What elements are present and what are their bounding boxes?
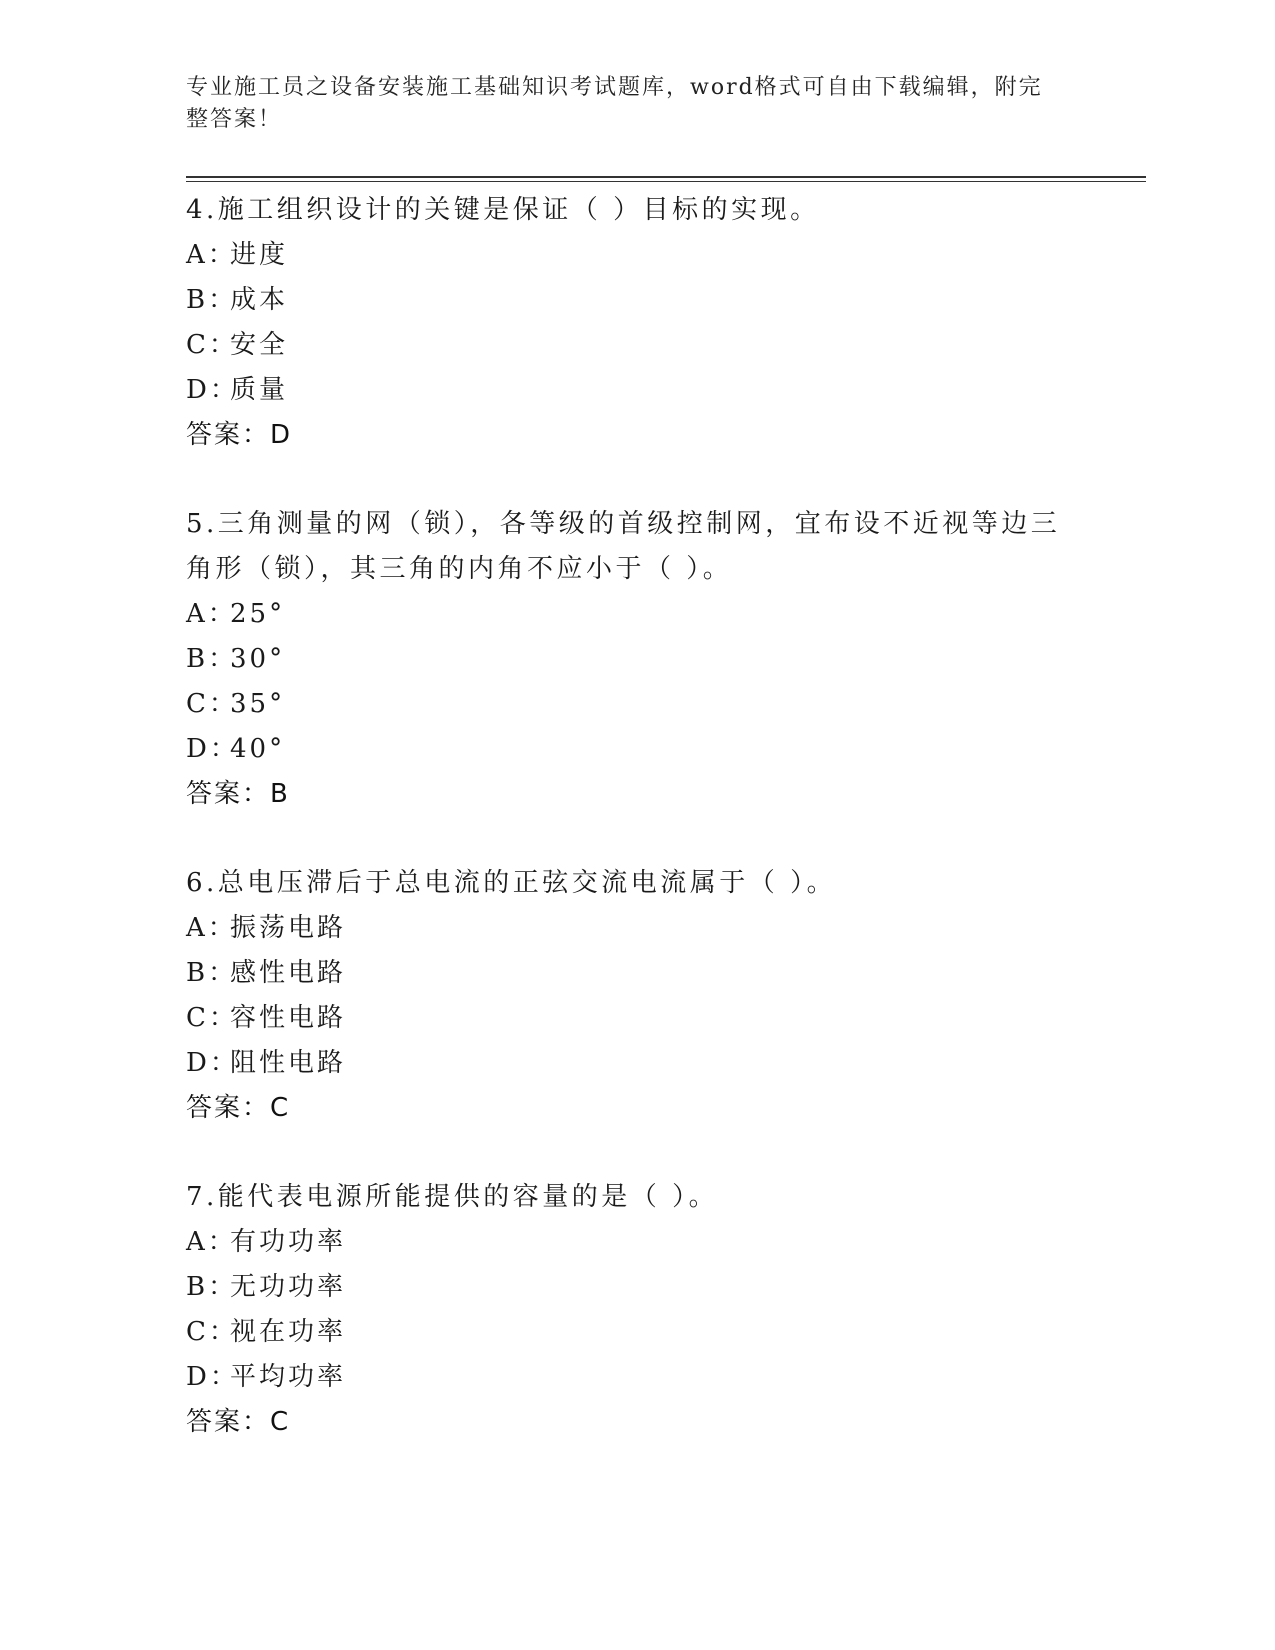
question-stem: 5.三角测量的网（锁），各等级的首级控制网，宜布设不近视等边三角形（锁），其三角的内角不应小于（ ）。	[186, 509, 1061, 584]
option-letter: B：	[186, 644, 238, 674]
option-text: 40°	[230, 734, 286, 764]
option-letter: A：	[186, 599, 237, 629]
option-b	[186, 951, 1066, 996]
question-6	[186, 861, 1066, 1131]
question-4	[186, 188, 1066, 458]
option-d	[186, 368, 1066, 413]
option-text: 阻性电路	[230, 1048, 347, 1078]
option-text: 感性电路	[230, 958, 347, 988]
option-b	[186, 1265, 1066, 1310]
option-c	[186, 1310, 1066, 1355]
option-text: 进度	[230, 240, 289, 270]
option-text: 容性电路	[230, 1003, 347, 1033]
option-a	[186, 906, 1066, 951]
option-letter: D：	[186, 734, 239, 764]
header-rule-thick	[186, 176, 1146, 178]
question-list	[186, 188, 1066, 1445]
answer-line: 答案：C	[186, 1093, 291, 1123]
question-stem: 6.总电压滞后于总电流的正弦交流电流属于（ ）。	[186, 868, 837, 898]
question-stem: 4.施工组织设计的关键是保证（ ）目标的实现。	[186, 195, 820, 225]
answer-line: 答案：C	[186, 1407, 291, 1437]
option-c	[186, 682, 1066, 727]
option-letter: C：	[186, 689, 238, 719]
option-text: 有功功率	[230, 1227, 347, 1257]
option-text: 35°	[230, 689, 286, 719]
option-c	[186, 996, 1066, 1041]
option-letter: B：	[186, 1272, 238, 1302]
option-a	[186, 592, 1066, 637]
option-text: 25°	[230, 599, 286, 629]
option-a	[186, 233, 1066, 278]
option-text: 30°	[230, 644, 286, 674]
answer-line: 答案：D	[186, 420, 293, 450]
question-5	[186, 502, 1066, 817]
option-text: 平均功率	[230, 1362, 347, 1392]
option-letter: A：	[186, 1227, 237, 1257]
option-b	[186, 637, 1066, 682]
option-a	[186, 1220, 1066, 1265]
header-rule-thin	[186, 181, 1146, 182]
answer-line: 答案：B	[186, 779, 290, 809]
option-text: 无功功率	[230, 1272, 347, 1302]
option-b	[186, 278, 1066, 323]
option-text: 振荡电路	[230, 913, 347, 943]
option-letter: A：	[186, 913, 237, 943]
option-letter: B：	[186, 958, 238, 988]
option-letter: D：	[186, 1362, 239, 1392]
option-letter: D：	[186, 1048, 239, 1078]
option-letter: B：	[186, 285, 238, 315]
option-text: 视在功率	[230, 1317, 347, 1347]
document-header: 专业施工员之设备安装施工基础知识考试题库，word格式可自由下载编辑，附完整答案！	[186, 75, 1043, 132]
option-letter: A：	[186, 240, 237, 270]
option-letter: C：	[186, 330, 238, 360]
question-stem: 7.能代表电源所能提供的容量的是（ ）。	[186, 1182, 719, 1212]
option-d	[186, 1355, 1066, 1400]
option-text: 质量	[230, 375, 289, 405]
option-letter: D：	[186, 375, 239, 405]
option-d	[186, 1041, 1066, 1086]
option-text: 成本	[230, 285, 289, 315]
option-d	[186, 727, 1066, 772]
option-letter: C：	[186, 1317, 238, 1347]
option-letter: C：	[186, 1003, 238, 1033]
option-text: 安全	[230, 330, 289, 360]
question-7	[186, 1175, 1066, 1445]
option-c	[186, 323, 1066, 368]
